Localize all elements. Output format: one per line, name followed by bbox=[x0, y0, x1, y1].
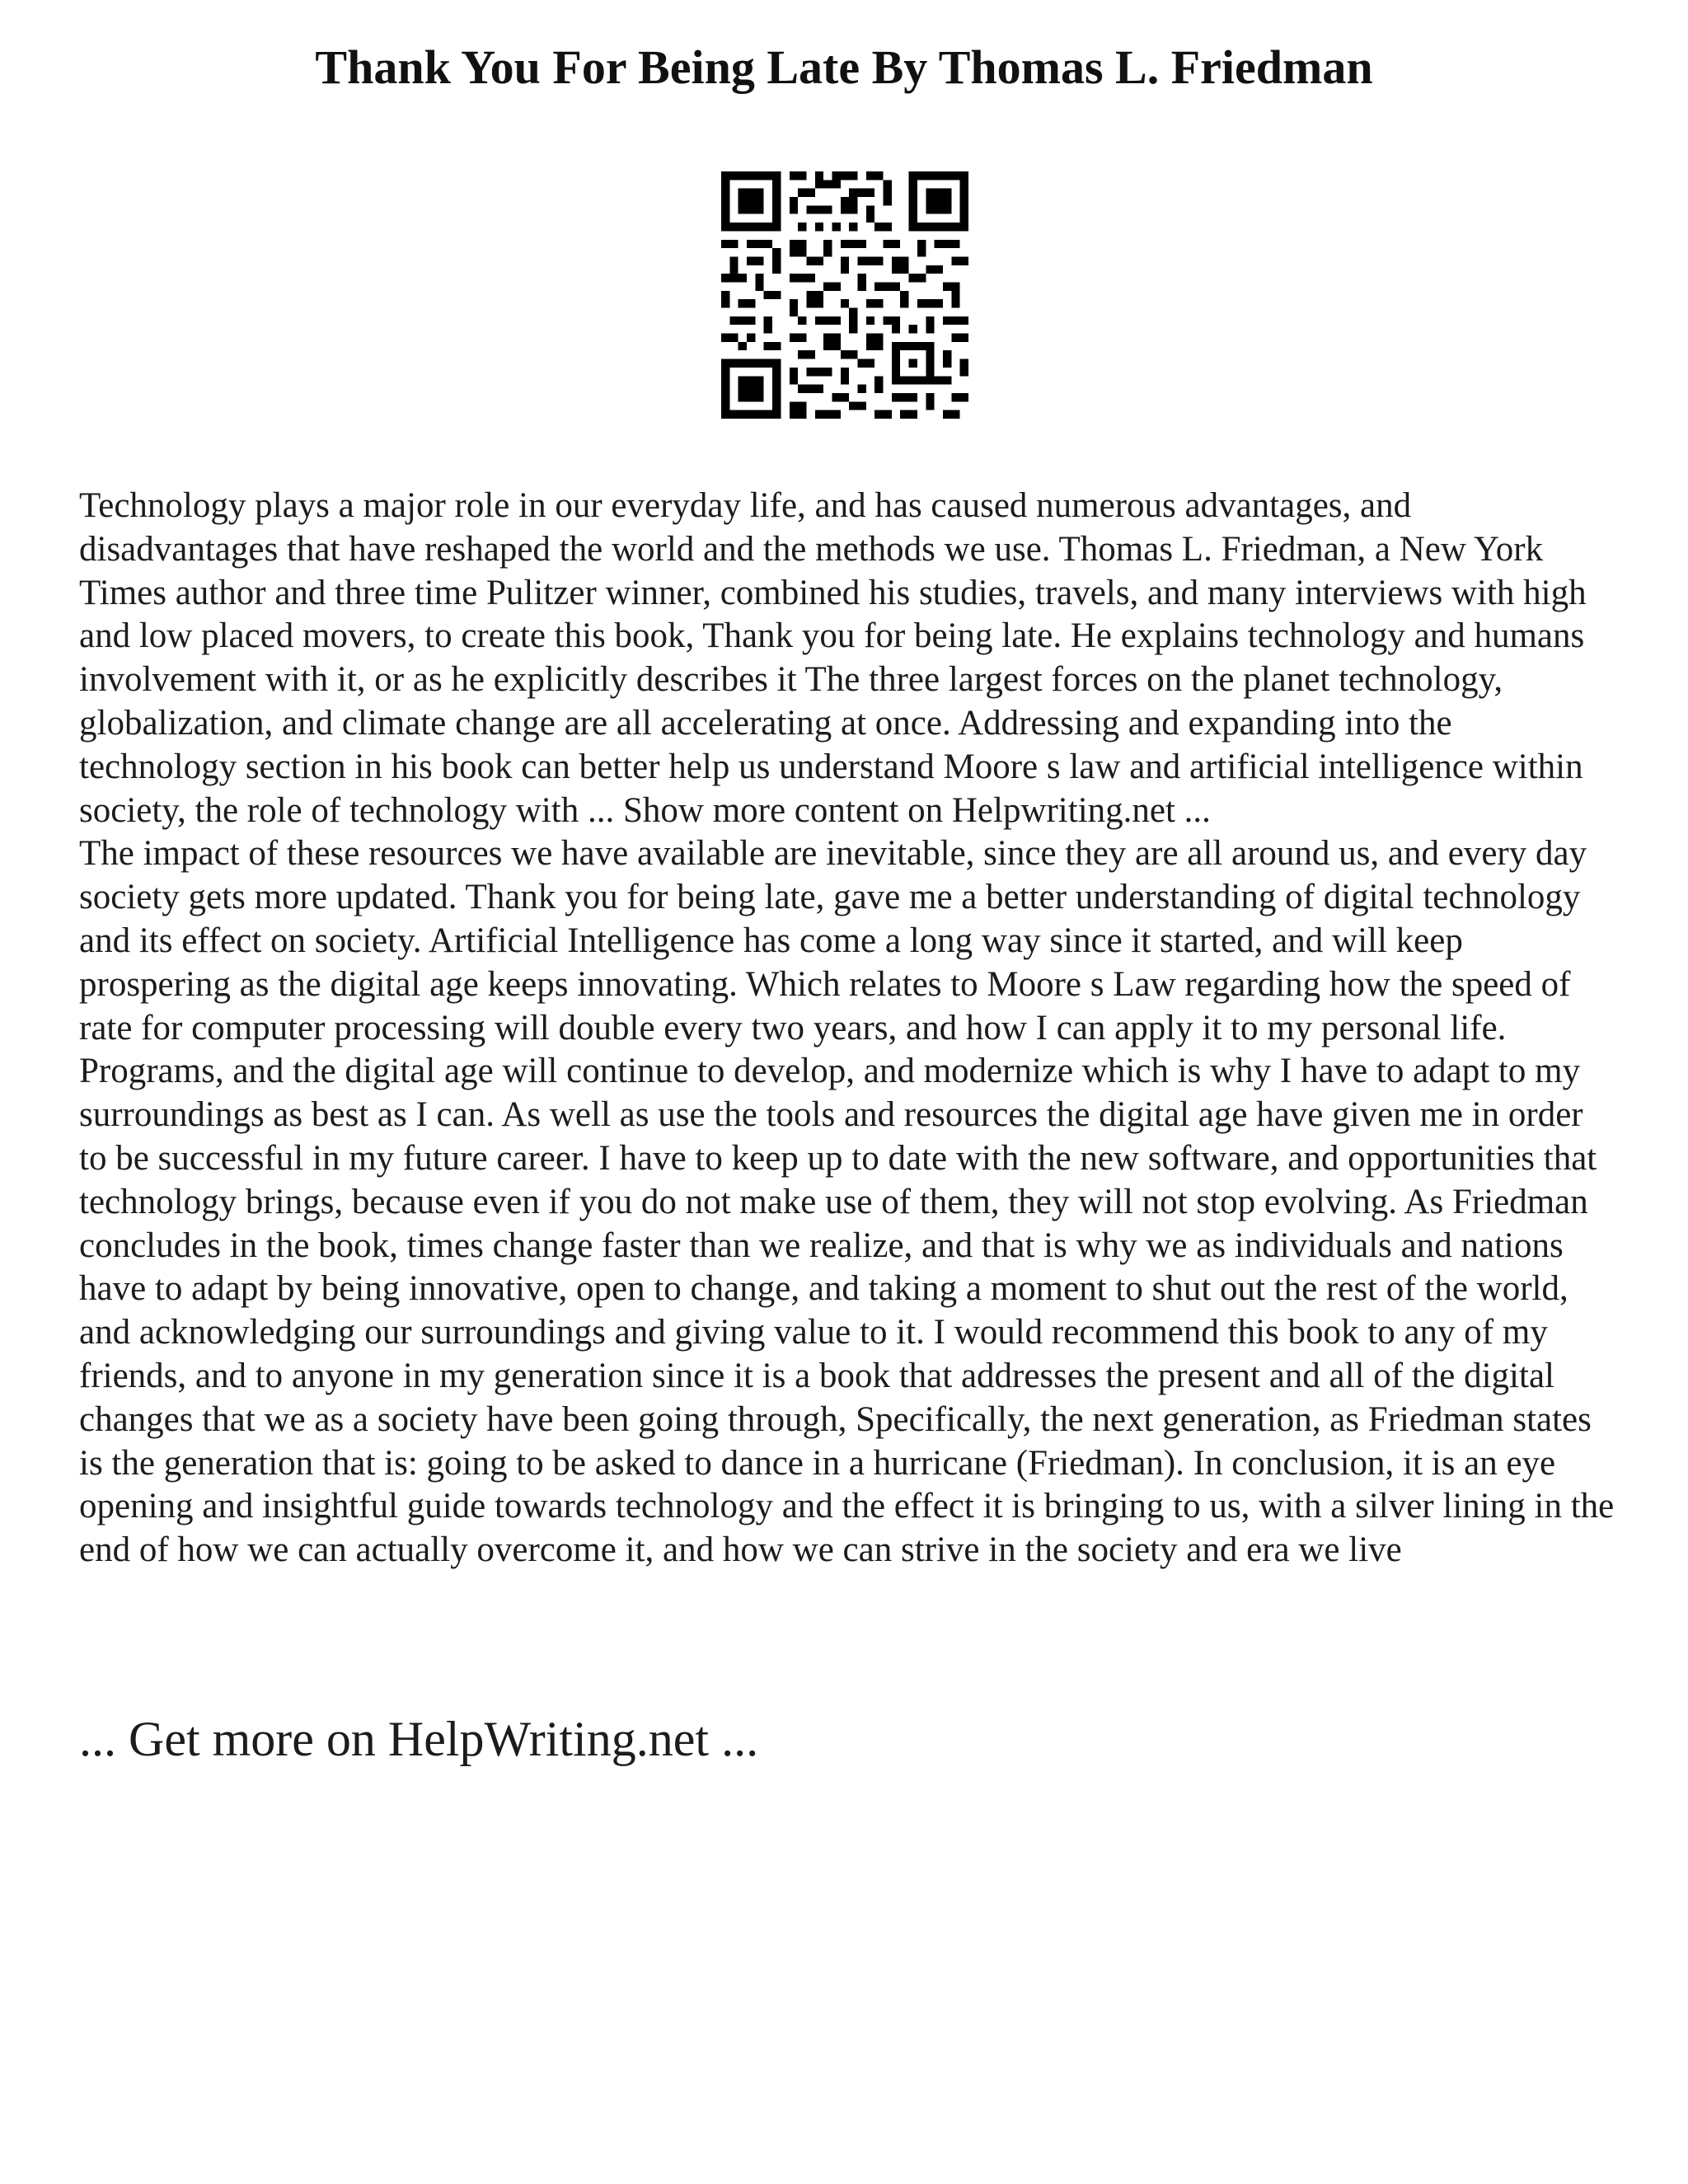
qr-code-icon bbox=[721, 171, 968, 419]
article-body bbox=[79, 485, 1617, 1572]
paragraph: Technology plays a major role in our everyday life, and has caused numerous advantages, and disadvantages that have reshaped the world and the methods we use. Thomas L. Friedman, a New York Times author and three time Pulitzer winner, combined his studies, travels, and many interviews with high and low placed movers, to create this book, Thank you for being late. He explains technology and humans involvement with it, or as he explicitly describes it The three largest forces on the planet technology, globalization, and climate change are all accelerating at once. Addressing and expanding into the technology section in his book can better help us understand Moore s law and artificial intelligence within society, the role of technology with ... Show more content on Helpwriting.net ... bbox=[79, 486, 1587, 830]
page-title: Thank You For Being Late By Thomas L. Friedman bbox=[315, 40, 1373, 94]
paragraph: The impact of these resources we have available are inevitable, since they are all around us, and every day society gets more updated. Thank you for being late, gave me a better understanding of digital technology and its effect on society. Artificial Intelligence has come a long way since it started, and will keep prospering as the digital age keeps innovating. Which relates to Moore s Law regarding how the speed of rate for computer processing will double every two years, and how I can apply it to my personal life. Programs, and the digital age will continue to develop, and modernize which is why I have to adapt to my surroundings as best as I can. As well as use the tools and resources the digital age have given me in order to be successful in my future career. I have to keep up to date with the new software, and opportunities that technology brings, because even if you do not make use of them, they will not stop evolving. As Friedman concludes in the book, times change faster than we realize, and that is why we as individuals and nations have to adapt by being innovative, open to change, and taking a moment to shut out the rest of the world, and acknowledging our surroundings and giving value to it. I would recommend this book to any of my friends, and to anyone in my generation since it is a book that addresses the present and all of the digital changes that we as a society have been going through, Specifically, the next generation, as Friedman states is the generation that is: going to be asked to dance in a hurricane (Friedman). In conclusion, it is an eye opening and insightful guide towards technology and the effect it is bringing to us, with a silver lining in the end of how we can actually overcome it, and how we can strive in the society and era we live bbox=[79, 834, 1615, 1570]
get-more-link[interactable]: ... Get more on HelpWriting.net ... bbox=[79, 1712, 759, 1766]
